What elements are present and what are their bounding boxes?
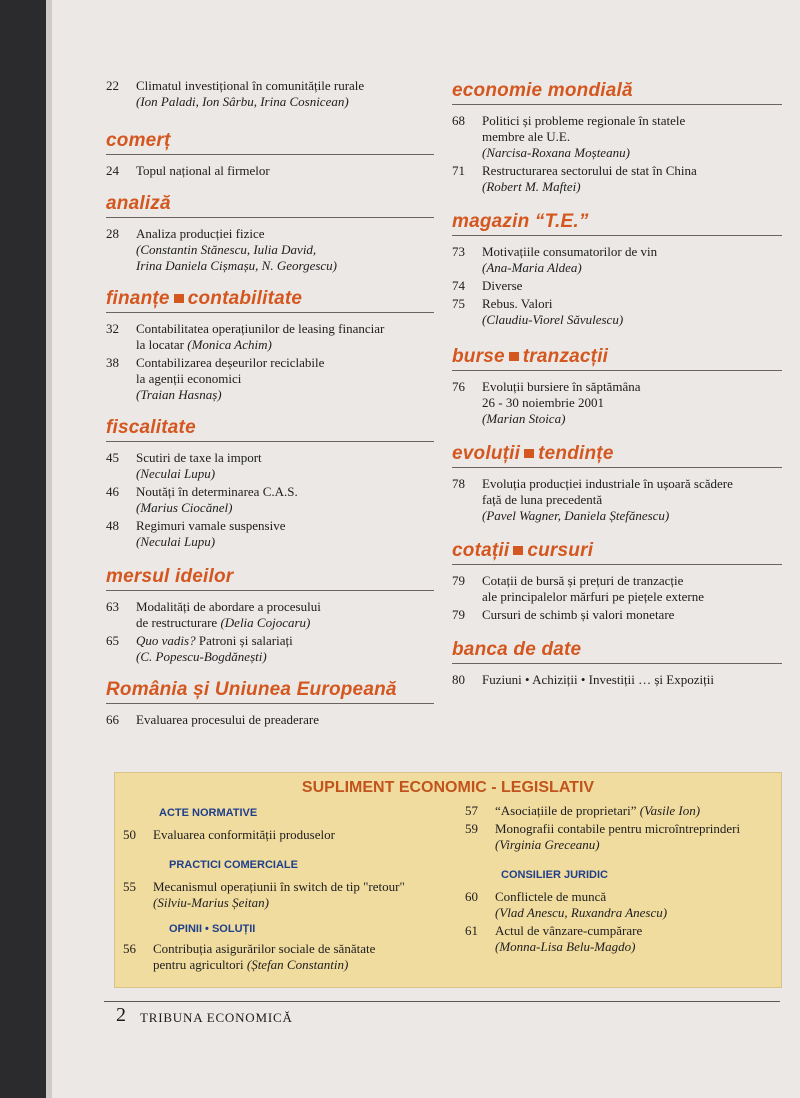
entry-authors: (Neculai Lupu) bbox=[136, 466, 216, 481]
entry-authors: (Marian Stoica) bbox=[482, 411, 566, 426]
section-divider bbox=[452, 370, 782, 371]
toc-entry[interactable] bbox=[123, 879, 443, 911]
page-ref: 79 bbox=[452, 607, 465, 622]
entry-title: Topul național al firmelor bbox=[136, 163, 270, 178]
page-ref: 46 bbox=[106, 484, 119, 499]
section-divider bbox=[106, 154, 434, 155]
section-divider bbox=[452, 104, 782, 105]
section-divider bbox=[106, 441, 434, 442]
toc-left-column bbox=[106, 78, 434, 730]
entry-title: Modalități de abordare a procesului bbox=[136, 599, 321, 614]
section-title-romania-ue: România și Uniunea Europeană bbox=[106, 679, 397, 700]
entry-title: Conflictele de muncă bbox=[495, 889, 607, 904]
toc-entry[interactable] bbox=[106, 78, 434, 110]
toc-entry[interactable] bbox=[452, 113, 782, 161]
page-ref: 60 bbox=[465, 889, 478, 904]
entry-title: Motivațiile consumatorilor de vin bbox=[482, 244, 658, 259]
entry-title: Politici și probleme regionale în statele bbox=[482, 113, 686, 128]
section-title-cotatii bbox=[452, 540, 782, 562]
toc-entry[interactable] bbox=[452, 296, 782, 328]
magazine-name: TRIBUNA ECONOMICĂ bbox=[140, 1010, 293, 1025]
entry-title: 26 - 30 noiembrie 2001 bbox=[482, 395, 605, 410]
entry-title: la agenții economici bbox=[136, 371, 242, 386]
section-title-analiza: analiză bbox=[106, 193, 171, 214]
entry-title: de restructurare bbox=[136, 615, 218, 630]
toc-entry[interactable] bbox=[106, 484, 434, 516]
toc-entry[interactable] bbox=[465, 889, 775, 921]
toc-entry[interactable] bbox=[106, 633, 434, 665]
entry-authors: (Neculai Lupu) bbox=[136, 534, 216, 549]
page-number: 2 bbox=[116, 1004, 126, 1026]
entry-authors: (Constantin Stănescu, Iulia David, bbox=[136, 242, 317, 257]
page-ref: 79 bbox=[452, 573, 465, 588]
subsection-head: CONSILIER JURIDIC bbox=[501, 869, 608, 881]
entry-authors: (Marius Ciocănel) bbox=[136, 500, 233, 515]
page-ref: 71 bbox=[452, 163, 465, 178]
entry-authors: (Vasile Ion) bbox=[639, 803, 701, 818]
supplement-box bbox=[114, 772, 782, 988]
toc-entry[interactable] bbox=[106, 518, 434, 550]
page-ref: 76 bbox=[452, 379, 465, 394]
section-divider bbox=[452, 235, 782, 236]
entry-title: Patroni și salariați bbox=[198, 633, 293, 648]
toc-entry[interactable] bbox=[123, 827, 443, 843]
page-ref: 75 bbox=[452, 296, 465, 311]
entry-title: Evoluția producției industriale în ușoară scădere bbox=[482, 476, 733, 491]
section-title-part: tranzacții bbox=[522, 346, 609, 367]
entry-authors: (Ion Paladi, Ion Sârbu, Irina Cosnicean) bbox=[136, 94, 349, 109]
toc-entry[interactable] bbox=[465, 821, 775, 853]
supplement-right bbox=[465, 803, 775, 957]
entry-authors: (Narcisa-Roxana Moșteanu) bbox=[482, 145, 630, 160]
toc-entry[interactable] bbox=[452, 672, 782, 688]
entry-title: membre ale U.E. bbox=[482, 129, 571, 144]
toc-entry[interactable] bbox=[123, 941, 443, 973]
section-divider bbox=[106, 703, 434, 704]
entry-title: Evaluarea conformității produselor bbox=[153, 827, 335, 842]
supplement-left bbox=[123, 807, 443, 975]
entry-title: Cursuri de schimb și valori monetare bbox=[482, 607, 675, 622]
page-ref: 78 bbox=[452, 476, 465, 491]
square-bullet-icon bbox=[513, 546, 523, 555]
page-ref: 24 bbox=[106, 163, 119, 178]
section-divider bbox=[106, 590, 434, 591]
page-ref: 50 bbox=[123, 827, 136, 842]
section-divider bbox=[452, 467, 782, 468]
entry-title-italic: Quo vadis? bbox=[136, 633, 196, 648]
page-ref: 68 bbox=[452, 113, 465, 128]
entry-title: Fuziuni bbox=[482, 672, 522, 687]
book-spine bbox=[0, 0, 46, 1098]
page-ref: 57 bbox=[465, 803, 478, 818]
entry-title: Regimuri vamale suspensive bbox=[136, 518, 286, 533]
section-title-comert: comerț bbox=[106, 130, 171, 151]
entry-authors: (Silviu-Marius Șeitan) bbox=[153, 895, 269, 910]
entry-authors: (Ștefan Constantin) bbox=[246, 957, 349, 972]
entry-title: Monografii contabile pentru microîntreprinderi bbox=[495, 821, 741, 836]
entry-title: la locatar bbox=[136, 337, 184, 352]
toc-entry[interactable] bbox=[452, 607, 782, 623]
entry-title: Analiza producției fizice bbox=[136, 226, 265, 241]
entry-title: Achiziții bbox=[532, 672, 578, 687]
section-title-economie-mondiala: economie mondială bbox=[452, 80, 633, 101]
toc-right-column bbox=[452, 80, 782, 690]
page-ref: 80 bbox=[452, 672, 465, 687]
entry-title: față de luna precedentă bbox=[482, 492, 603, 507]
entry-authors: (Virginia Greceanu) bbox=[495, 837, 600, 852]
section-title-part: cursuri bbox=[527, 540, 594, 561]
entry-title: Noutăți în determinarea C.A.S. bbox=[136, 484, 298, 499]
entry-title: pentru agricultori bbox=[153, 957, 244, 972]
toc-entry[interactable] bbox=[452, 163, 782, 195]
toc-entry[interactable] bbox=[452, 244, 782, 276]
section-divider bbox=[452, 663, 782, 664]
entry-title: Evaluarea procesului de preaderare bbox=[136, 712, 319, 727]
bullet-icon: • bbox=[580, 672, 586, 687]
square-bullet-icon bbox=[174, 294, 184, 303]
section-divider bbox=[106, 312, 434, 313]
footer-divider bbox=[104, 1001, 780, 1002]
square-bullet-icon bbox=[524, 449, 534, 458]
entry-title: “Asociațiile de proprietari” bbox=[495, 803, 637, 818]
toc-entry[interactable] bbox=[106, 226, 434, 274]
page-ref: 63 bbox=[106, 599, 119, 614]
toc-entry[interactable] bbox=[106, 321, 434, 353]
subsection-head: PRACTICI COMERCIALE bbox=[169, 859, 298, 871]
entry-authors: (Claudiu-Viorel Săvulescu) bbox=[482, 312, 624, 327]
toc-entry[interactable] bbox=[452, 379, 782, 427]
subsection-head: ACTE NORMATIVE bbox=[159, 807, 258, 819]
page-ref: 56 bbox=[123, 941, 136, 956]
section-title-banca-de-date: banca de date bbox=[452, 639, 582, 660]
subsection-head: OPINII • SOLUȚII bbox=[169, 923, 256, 935]
entry-title: Mecanismul operațiunii în switch de tip "retour" bbox=[153, 879, 405, 894]
entry-title: Investiții … și Expoziții bbox=[588, 672, 714, 687]
entry-authors: Irina Daniela Cișmașu, N. Georgescu) bbox=[136, 258, 338, 273]
page-ref: 65 bbox=[106, 633, 119, 648]
section-title-part: finanțe bbox=[106, 288, 170, 309]
section-title-part: tendințe bbox=[538, 443, 614, 464]
entry-title: Climatul investițional în comunitățile rurale bbox=[136, 78, 365, 93]
page-ref: 22 bbox=[106, 78, 119, 93]
section-title-magazin: magazin “T.E.” bbox=[452, 211, 589, 232]
section-title-mersul-ideilor: mersul ideilor bbox=[106, 566, 234, 587]
page-ref: 73 bbox=[452, 244, 465, 259]
page-ref: 28 bbox=[106, 226, 119, 241]
entry-authors: (Robert M. Maftei) bbox=[482, 179, 581, 194]
entry-title: Restructurarea sectorului de stat în China bbox=[482, 163, 697, 178]
page-ref: 45 bbox=[106, 450, 119, 465]
entry-authors: (Delia Cojocaru) bbox=[220, 615, 311, 630]
toc-entry[interactable] bbox=[106, 450, 434, 482]
toc-entry[interactable] bbox=[106, 599, 434, 631]
toc-entry[interactable] bbox=[106, 712, 434, 728]
entry-authors: (C. Popescu-Bogdănești) bbox=[136, 649, 267, 664]
page-ref: 61 bbox=[465, 923, 478, 938]
toc-entry[interactable] bbox=[452, 573, 782, 605]
supplement-title: SUPLIMENT ECONOMIC - LEGISLATIV bbox=[301, 779, 595, 796]
entry-title: Rebus. Valori bbox=[482, 296, 553, 311]
section-title-part: burse bbox=[452, 346, 505, 367]
page-ref: 48 bbox=[106, 518, 119, 533]
entry-authors: (Pavel Wagner, Daniela Ștefănescu) bbox=[482, 508, 670, 523]
section-divider bbox=[452, 564, 782, 565]
section-title-part: contabilitate bbox=[187, 288, 303, 309]
entry-authors: (Traian Hasnaș) bbox=[136, 387, 222, 402]
entry-title: Contabilitatea operațiunilor de leasing financiar bbox=[136, 321, 385, 336]
page-ref: 66 bbox=[106, 712, 119, 727]
square-bullet-icon bbox=[509, 352, 519, 361]
entry-title: Cotații de bursă și prețuri de tranzacție bbox=[482, 573, 684, 588]
page-ref: 74 bbox=[452, 278, 465, 293]
entry-authors: (Monna-Lisa Belu-Magdo) bbox=[495, 939, 636, 954]
entry-title: Diverse bbox=[482, 278, 523, 293]
entry-title: ale principalelor mărfuri pe piețele externe bbox=[482, 589, 704, 604]
toc-entry[interactable] bbox=[452, 476, 782, 524]
section-divider bbox=[106, 217, 434, 218]
entry-authors: (Monica Achim) bbox=[187, 337, 272, 352]
toc-entry[interactable] bbox=[452, 278, 782, 294]
toc-entry[interactable] bbox=[106, 355, 434, 403]
toc-entry[interactable] bbox=[465, 923, 775, 955]
toc-entry[interactable] bbox=[465, 803, 775, 819]
toc-entry[interactable] bbox=[106, 163, 434, 179]
bullet-icon: • bbox=[524, 672, 530, 687]
entry-authors: (Vlad Anescu, Ruxandra Anescu) bbox=[495, 905, 668, 920]
page-ref: 59 bbox=[465, 821, 478, 836]
section-title-part: cotații bbox=[452, 540, 510, 561]
section-title-fiscalitate: fiscalitate bbox=[106, 417, 196, 438]
entry-title: Actul de vânzare-cumpărare bbox=[495, 923, 643, 938]
section-title-finante bbox=[106, 288, 434, 310]
page-ref: 55 bbox=[123, 879, 136, 894]
entry-title: Contribuția asigurărilor sociale de sănătate bbox=[153, 941, 376, 956]
entry-authors: (Ana-Maria Aldea) bbox=[482, 260, 582, 275]
page-ref: 38 bbox=[106, 355, 119, 370]
section-title-evolutii bbox=[452, 443, 782, 465]
entry-title: Evoluții bursiere în săptămâna bbox=[482, 379, 641, 394]
entry-title: Contabilizarea deșeurilor reciclabile bbox=[136, 355, 325, 370]
page-ref: 32 bbox=[106, 321, 119, 336]
section-title-burse bbox=[452, 346, 782, 368]
entry-title: Scutiri de taxe la import bbox=[136, 450, 262, 465]
section-title-part: evoluții bbox=[452, 443, 521, 464]
